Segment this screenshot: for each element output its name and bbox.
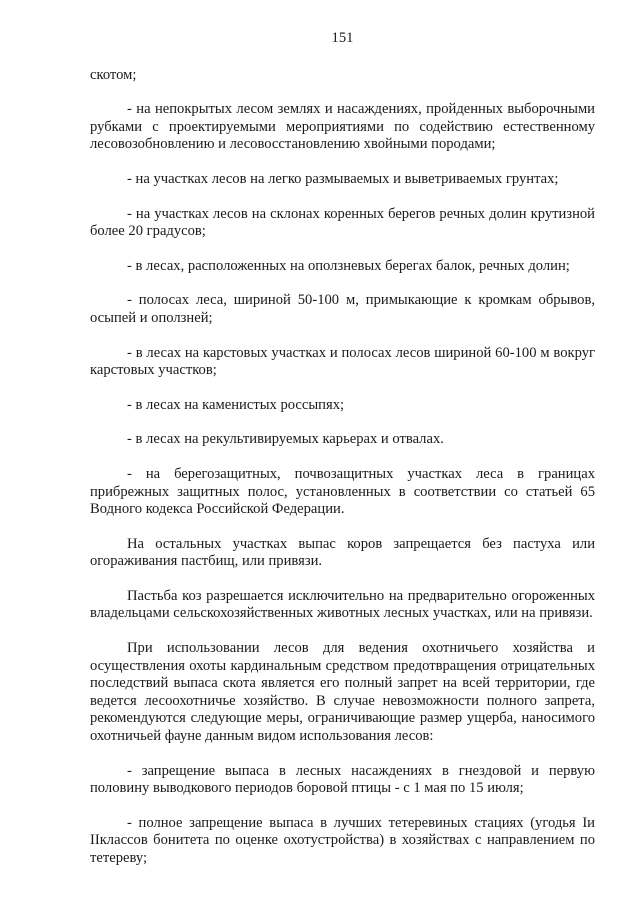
paragraph: - на участках лесов на легко размываемых и выветриваемых грунтах; (127, 170, 559, 187)
paragraph: скотом; (90, 66, 137, 83)
page-number: 151 (331, 30, 354, 46)
paragraph: При использовании лесов для ведения охотничьего хозяйства и осуществления охоты кардинальным средством предотвращения отрицательных последствий выпаса скота является его полный запрет на всей территории, где ведется лесоохотничье хозяйство. В случае невозможности полного запрета, рекомендуются следующие меры, ограничивающие размер ущерба, наносимого охотничьей фауне данным видом использования лесов: (90, 640, 595, 745)
paragraph: - полосах леса, шириной 50-100 м, примыкающие к кромкам обрывов, осыпей и оползней; (90, 292, 595, 326)
paragraph: На остальных участках выпас коров запрещается без пастуха или огораживания пастбищ, или привязи. (90, 535, 595, 570)
paragraph: Пастьба коз разрешается исключительно на предварительно огороженных владельцами сельскохозяйственных животных лесных участках, или на привязи. (90, 587, 595, 622)
paragraph: - на берегозащитных, почвозащитных участках леса в границах прибрежных защитных полос, установленных в соответствии со статьей 65 Водного кодекса Российской Федерации. (90, 465, 595, 518)
paragraph: - в лесах на каменистых россыпях; (127, 396, 345, 413)
paragraph: - на участках лесов на склонах коренных берегов речных долин крутизной более 20 градусов; (90, 205, 595, 240)
paragraph: - на непокрытых лесом землях и насаждениях, пройденных выборочными рубками с проектируемыми мероприятиями по содействию естественному лесовозобновлению и лесовосстановлению хвойными породами; (90, 101, 595, 153)
paragraph: - в лесах, расположенных на оползневых берегах балок, речных долин; (127, 257, 570, 274)
paragraph: - запрещение выпаса в лесных насаждениях в гнездовой и первую половину выводкового периодов боровой птицы - с 1 мая по 15 июля; (90, 762, 595, 797)
paragraph: - в лесах на рекультивируемых карьерах и отвалах. (127, 431, 444, 448)
document-page (90, 30, 595, 885)
paragraph: - полное запрещение выпаса в лучших тетеревиных стациях (угодья Iи IIклассов бонитета по оценке охотустройства) в хозяйствах с направлением по тетереву; (90, 814, 595, 866)
paragraph: - в лесах на карстовых участках и полосах лесов шириной 60-100 м вокруг карстовых участков; (90, 344, 595, 379)
